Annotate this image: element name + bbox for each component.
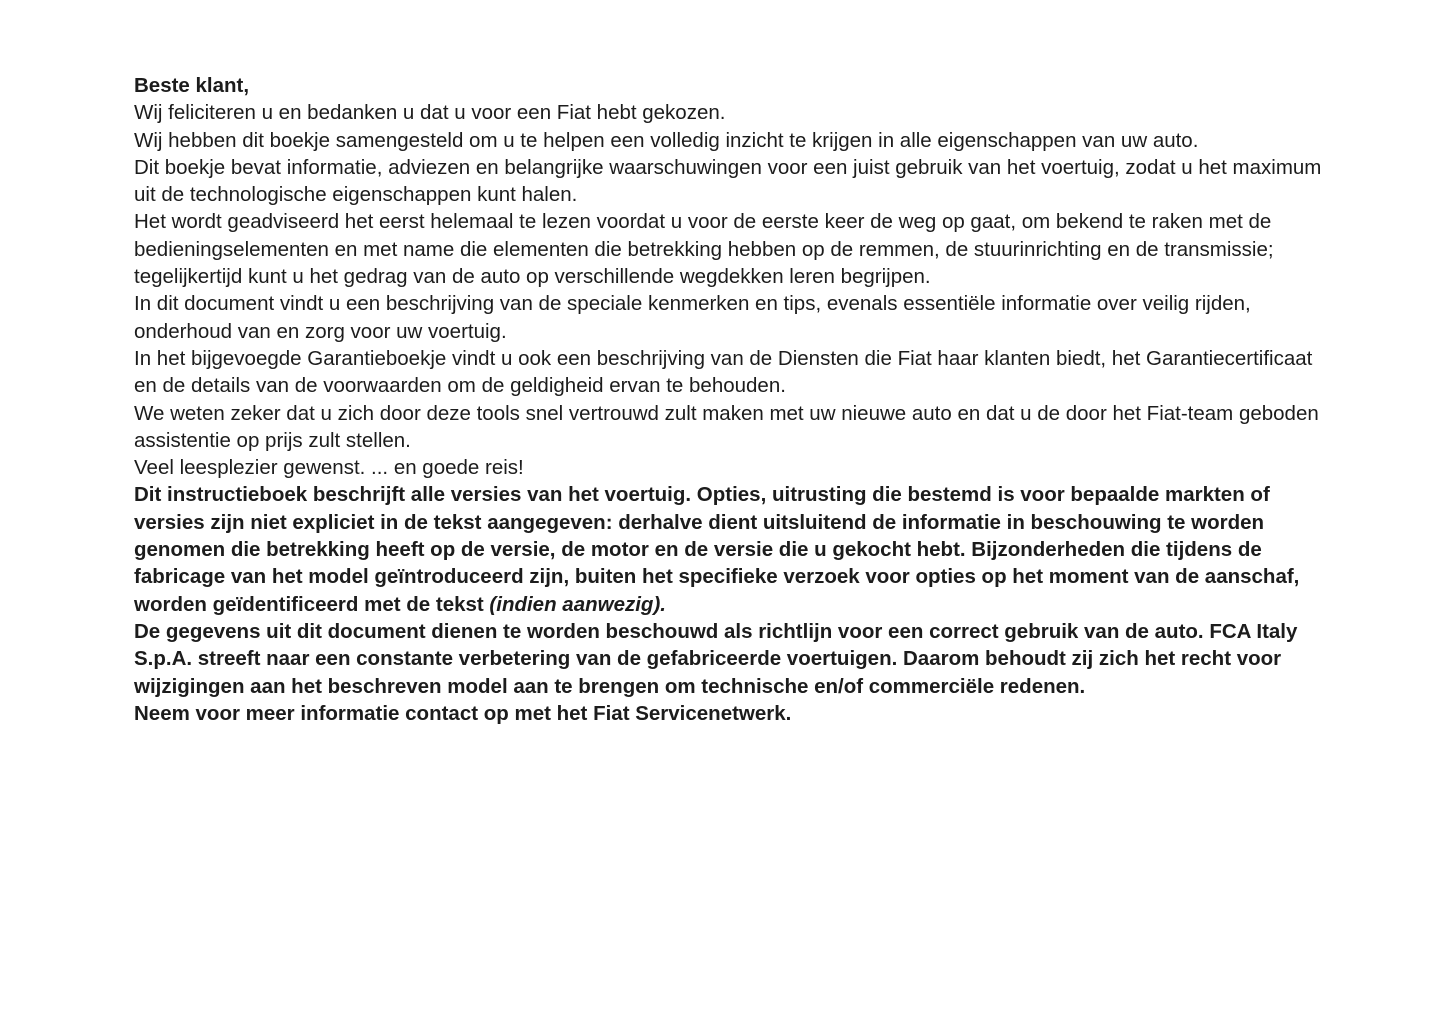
intro-paragraph: Het wordt geadviseerd het eerst helemaal te lezen voordat u voor de eerste keer de weg op gaat, om bekend te raken met de bedieningselementen en met name die elementen die betrekking hebben op de remmen, de stuurinrichting en de transmissie; tegelijkertijd kunt u het gedrag van de auto op verschillende wegdekken leren begrijpen. xyxy=(134,210,1274,289)
introduction-text-block xyxy=(134,72,1330,727)
intro-paragraph: In dit document vindt u een beschrijving van de speciale kenmerken en tips, evenals essentiële informatie over veilig rijden, onderhoud van en zorg voor uw voertuig. xyxy=(134,292,1251,343)
intro-paragraph: Veel leesplezier gewenst. ... en goede reis! xyxy=(134,456,524,480)
contact-paragraph: Neem voor meer informatie contact op met het Fiat Servicenetwerk. xyxy=(134,701,792,725)
disclaimer-paragraph: De gegevens uit dit document dienen te worden beschouwd als richtlijn voor een correct gebruik van de auto. FCA Italy S.p.A. streeft naar een constante verbetering van de gefabriceerde voertuigen. Daarom behoudt zij zich het recht voor wijzigingen aan het beschreven model aan te brengen om technische en/of commerciële redenen. xyxy=(134,619,1298,698)
notice-emphasis: (indien aanwezig). xyxy=(489,592,666,616)
intro-paragraph: Wij hebben dit boekje samengesteld om u te helpen een volledig inzicht te krijgen in alle eigenschappen van uw auto. xyxy=(134,128,1199,152)
intro-paragraph: Dit boekje bevat informatie, adviezen en belangrijke waarschuwingen voor een juist gebruik van het voertuig, zodat u het maximum uit de technologische eigenschappen kunt halen. xyxy=(134,155,1322,207)
notice-paragraph xyxy=(134,481,1330,617)
intro-paragraph: We weten zeker dat u zich door deze tools snel vertrouwd zult maken met uw nieuwe auto en dat u de door het Fiat-team geboden assistentie op prijs zult stellen. xyxy=(134,401,1319,452)
intro-paragraph: Wij feliciteren u en bedanken u dat u voor een Fiat hebt gekozen. xyxy=(134,101,726,125)
greeting-heading: Beste klant, xyxy=(134,74,250,97)
notice-text: Dit instructieboek beschrijft alle versies van het voertuig. Opties, uitrusting die bestemd is voor bepaalde markten of versies zijn niet expliciet in de tekst aangegeven: derhalve dient uitsluitend de informatie in beschouwing te worden genomen die betrekking heeft op de versie, de motor en de versie die u gekocht hebt. Bijzonderheden die tijdens de fabricage van het model geïntroduceerd zijn, buiten het specifieke verzoek voor opties op het moment van de aanschaf, worden geïdentificeerd met de tekst xyxy=(134,483,1300,616)
intro-paragraph: In het bijgevoegde Garantieboekje vindt u ook een beschrijving van de Diensten die Fiat haar klanten biedt, het Garantiecertificaat en de details van de voorwaarden om de geldigheid ervan te behouden. xyxy=(134,346,1313,398)
